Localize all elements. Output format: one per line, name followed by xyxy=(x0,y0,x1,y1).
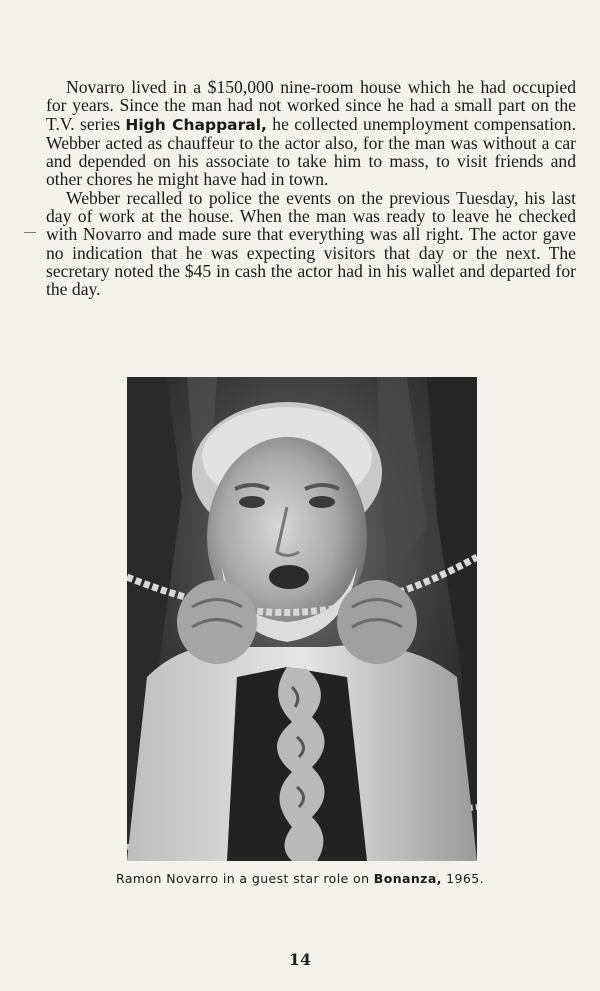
photo-illustration xyxy=(127,377,477,861)
paragraph-1 xyxy=(46,78,576,189)
page-number: 14 xyxy=(288,950,312,969)
photo-caption xyxy=(0,871,600,886)
paragraph-2: Webber recalled to police the events on the previous Tuesday, his last day of work at the house. When the man was ready to leave he checked with Novarro and made sure that everything was all right. The actor gave no indication that he was expecting visitors that day or the next. The secretary noted the $45 in cash the actor had in his wallet and departed for the day. xyxy=(46,187,576,300)
photograph xyxy=(127,377,477,861)
paragraph-1-text-end: he collected unemployment compensation. Webber acted as chauffeur to the actor also, for the man was without a car and depended on his associate to take him to mass, to visit friends and other chores he might have had in town. xyxy=(46,113,577,190)
caption-year: 1965. xyxy=(441,871,484,886)
caption-text: Ramon Novarro in a guest star role on xyxy=(116,871,374,886)
caption-show-title: Bonanza, xyxy=(373,871,442,886)
margin-mark xyxy=(24,232,36,233)
series-title: High Chapparal, xyxy=(125,115,267,134)
paragraph-1-text: Novarro lived in a $150,000 nine-room house which he had occupied for years. Since the man had not worked since he had a small part on the T.V. series xyxy=(46,77,576,134)
body-text xyxy=(46,78,576,299)
